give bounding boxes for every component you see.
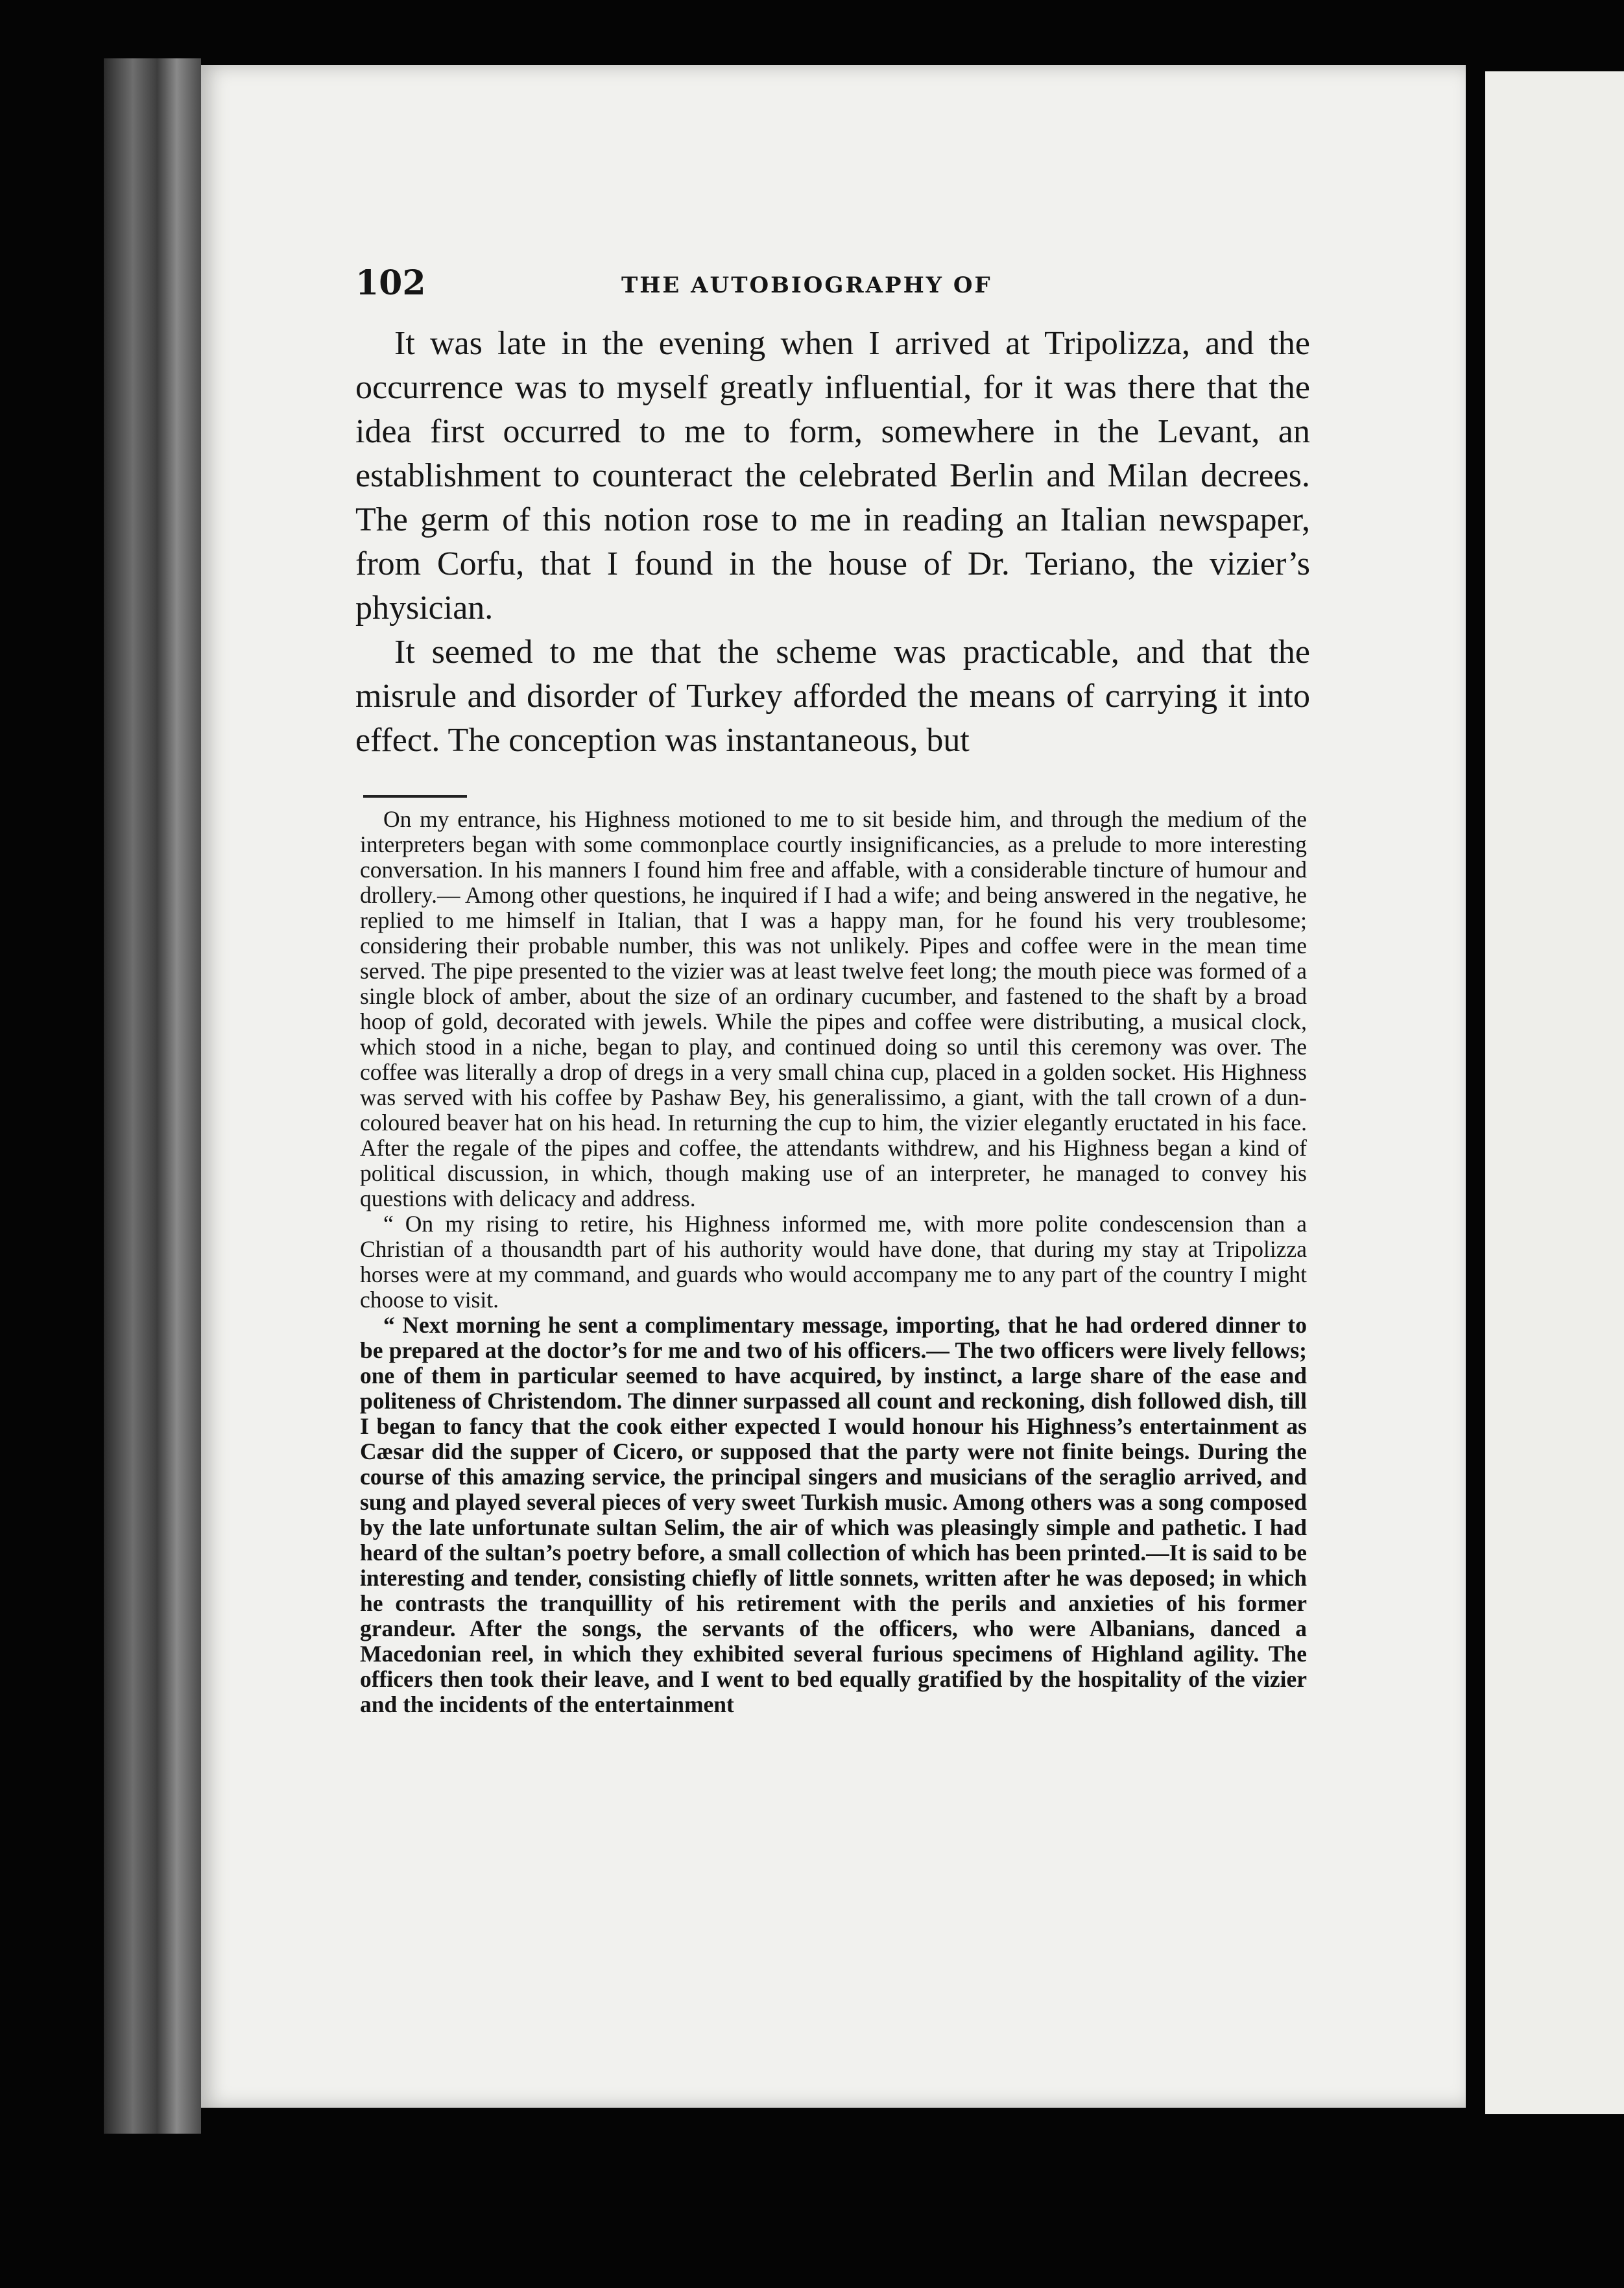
footnote-rule xyxy=(363,795,467,798)
footnotes xyxy=(360,807,1307,1717)
main-paragraph: It seemed to me that the scheme was practicable, and that the misrule and disorder of Turkey afforded the means of carrying it into effect. The conception was instantaneous, but xyxy=(355,634,1310,759)
footnote-paragraph: On my entrance, his Highness motioned to me to sit beside him, and through the medium of the interpreters began with some commonplace courtly insignificancies, as a prelude to more interesting conversation. In his manners I found him free and affable, with a considerable tincture of humour and drollery.— Among other questions, he inquired if I had a wife; and being answered in the negative, he replied to me himself in Italian, that I was a happy man, for he found his very troublesome; considering their probable number, this was not unlikely. Pipes and coffee were in the mean time served. The pipe presented to the vizier was at least twelve feet long; the mouth piece was formed of a single block of amber, about the size of an ordinary cucumber, and fastened to the shaft by a broad hoop of gold, decorated with jewels. While the pipes and coffee were distributing, a musical clock, which stood in a niche, began to play, and continued doing so until this ceremony was over. The coffee was literally a drop of dregs in a very small china cup, placed in a golden socket. His Highness was served with his coffee by Pashaw Bey, his generalissimo, a giant, with the tall crown of a dun-coloured beaver hat on his head. In returning the cup to him, the vizier elegantly eructated in his face. After the regale of the pipes and coffee, the attendants withdrew, and his Highness began a kind of political discussion, in which, though making use of an interpreter, he managed to convey his questions with delicacy and address. xyxy=(360,806,1307,1211)
main-text xyxy=(355,322,1310,763)
footnote-paragraph: “ On my rising to retire, his Highness informed me, with more polite condescension than a Christian of a thousandth part of his authority would have done, that during my stay at Tripolizza horses were at my command, and guards who would accompany me to any part of the country I might choose to visit. xyxy=(360,1211,1307,1313)
page-header xyxy=(355,263,1315,309)
book-spine xyxy=(104,58,201,2134)
running-head: THE AUTOBIOGRAPHY OF xyxy=(621,272,992,298)
main-paragraph: It was late in the evening when I arrived at Tripolizza, and the occurrence was to myself greatly influential, for it was there that the idea first occurred to me to form, somewhere in the Levant, an establishment to counteract the celebrated Berlin and Milan decrees. The germ of this notion rose to me in reading an Italian newspaper, from Corfu, that I found in the house of Dr. Teriano, the vizier’s physician. xyxy=(355,325,1310,626)
footnote-paragraph: “ Next morning he sent a complimentary message, importing, that he had ordered dinner to be prepared at the doctor’s for me and two of his officers.— The two officers were lively fellows; one of them in particular seemed to have acquired, by instinct, a large share of the ease and politeness of Christendom. The dinner surpassed all count and reckoning, dish followed dish, till I began to fancy that the cook either expected I would honour his Highness’s entertainment as Cæsar did the supper of Cicero, or supposed that the party were not finite beings. During the course of this amazing service, the principal singers and musicians of the seraglio arrived, and sung and played several pieces of very sweet Turkish music. Among others was a song composed by the late unfortunate sultan Selim, the air of which was pleasingly simple and pathetic. I had heard of the sultan’s poetry before, a small collection of which has been printed.—It is said to be interesting and tender, consisting chiefly of little sonnets, written after he was deposed; in which he contrasts the tranquillity of his retirement with the perils and anxieties of his former grandeur. After the songs, the servants of the officers, who were Albanians, danced a Macedonian reel, in which they exhibited several furious specimens of Highland agility. The officers then took their leave, and I went to bed equally gratified by the hospitality of the vizier and the incidents of the entertainment xyxy=(360,1312,1307,1717)
facing-page-edge xyxy=(1485,71,1624,2114)
page-number: 102 xyxy=(355,263,426,303)
